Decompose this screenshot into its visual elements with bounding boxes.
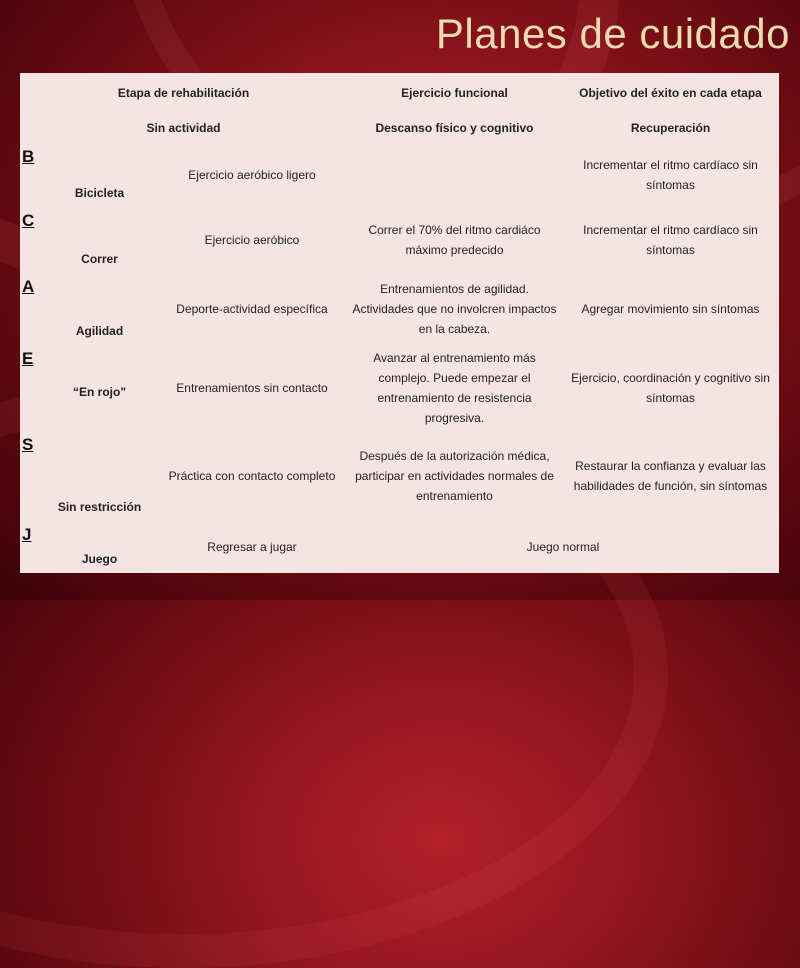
- stage-cell: Correr: [81, 252, 118, 266]
- table-row: [20, 431, 779, 521]
- goal-cell: Incrementar el ritmo cardíaco sin síntomas: [583, 158, 758, 192]
- care-plan-table: [20, 73, 779, 573]
- activity-cell: Entrenamientos sin contacto: [176, 381, 328, 395]
- table-row: [20, 273, 779, 345]
- letter-cell: E: [22, 349, 34, 368]
- goal-cell: Agregar movimiento sin síntomas: [581, 302, 760, 316]
- table-header-row: [20, 73, 779, 113]
- goal-cell: Restaurar la confianza y evaluar las habilidades de función, sin síntomas: [573, 459, 768, 493]
- stage-cell: Sin actividad: [146, 121, 221, 135]
- exercise-cell: Después de la autorización médica, participar en actividades normales de entrenamiento: [355, 449, 554, 503]
- table-row: [20, 345, 779, 431]
- letter-cell: A: [22, 277, 35, 296]
- table-row: [20, 521, 779, 573]
- stage-cell: Agilidad: [75, 324, 124, 338]
- goal-cell: Recuperación: [630, 121, 711, 135]
- header-exercise: Ejercicio funcional: [401, 86, 508, 100]
- activity-cell: Regresar a jugar: [207, 540, 297, 554]
- activity-cell: Deporte-actividad específica: [176, 302, 328, 316]
- letter-cell: S: [22, 435, 34, 454]
- slide-title: Planes de cuidado: [435, 10, 790, 57]
- stage-cell: “En rojo": [72, 385, 127, 399]
- letter-cell: B: [22, 147, 35, 166]
- goal-cell: Ejercicio, coordinación y cognitivo sin síntomas: [571, 371, 770, 405]
- exercise-goal-cell: Juego normal: [526, 540, 600, 554]
- exercise-cell: Entrenamientos de agilidad. Actividades que no involcren impactos en la cabeza.: [352, 282, 557, 336]
- table-row: [20, 143, 779, 207]
- header-stage: Etapa de rehabilitación: [117, 86, 250, 100]
- exercise-cell: [347, 143, 562, 207]
- letter-cell: J: [22, 525, 32, 544]
- exercise-cell: Avanzar al entrenamiento más complejo. Puede empezar el entrenamiento de resistencia progresiva.: [373, 351, 536, 425]
- exercise-cell: Correr el 70% del ritmo cardiáco máximo predecido: [368, 223, 541, 257]
- activity-cell: Ejercicio aeróbico ligero: [188, 168, 316, 182]
- activity-cell: Práctica con contacto completo: [168, 469, 336, 483]
- goal-cell: Incrementar el ritmo cardíaco sin síntomas: [583, 223, 758, 257]
- header-goal: Objetivo del éxito en cada etapa: [579, 86, 762, 100]
- table-row: [20, 207, 779, 273]
- table-row-no-activity: [20, 113, 779, 143]
- letter-cell: C: [22, 211, 35, 230]
- stage-cell: Bicicleta: [74, 186, 125, 200]
- care-plan-table-panel: [20, 73, 779, 573]
- stage-cell: Juego: [81, 552, 118, 566]
- stage-cell: Sin restricción: [57, 500, 142, 514]
- activity-cell: Ejercicio aeróbico: [204, 233, 300, 247]
- exercise-cell: Descanso físico y cognitivo: [375, 121, 534, 135]
